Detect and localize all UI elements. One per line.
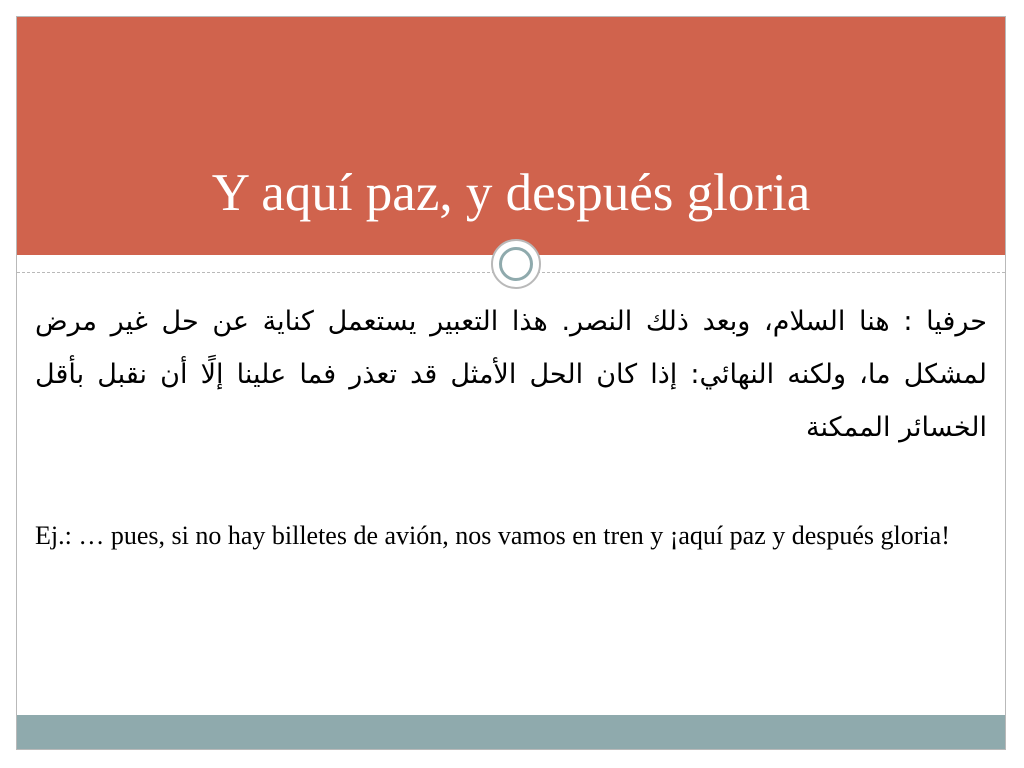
- title-band: [17, 17, 1005, 255]
- circle-ornament-icon: [491, 239, 541, 289]
- arabic-explanation: حرفيا : هنا السلام، وبعد ذلك النصر. هذا التعبير يستعمل كناية عن حل غير مرض لمشكل ما، ولكنه النهائي: إذا كان الحل الأمثل قد تعذر فما علينا إلًا أن نقبل بأقل الخسائر الممكنة: [35, 306, 987, 443]
- example-sentence: Ej.: … pues, si no hay billetes de avión, nos vamos en tren y ¡aquí paz y después gloria!: [35, 521, 950, 550]
- slide-title: Y aquí paz, y después gloria: [211, 164, 811, 222]
- footer-band: [17, 715, 1005, 749]
- circle-ornament-inner: [499, 247, 533, 281]
- slide-body: [35, 295, 987, 555]
- slide: [16, 16, 1006, 750]
